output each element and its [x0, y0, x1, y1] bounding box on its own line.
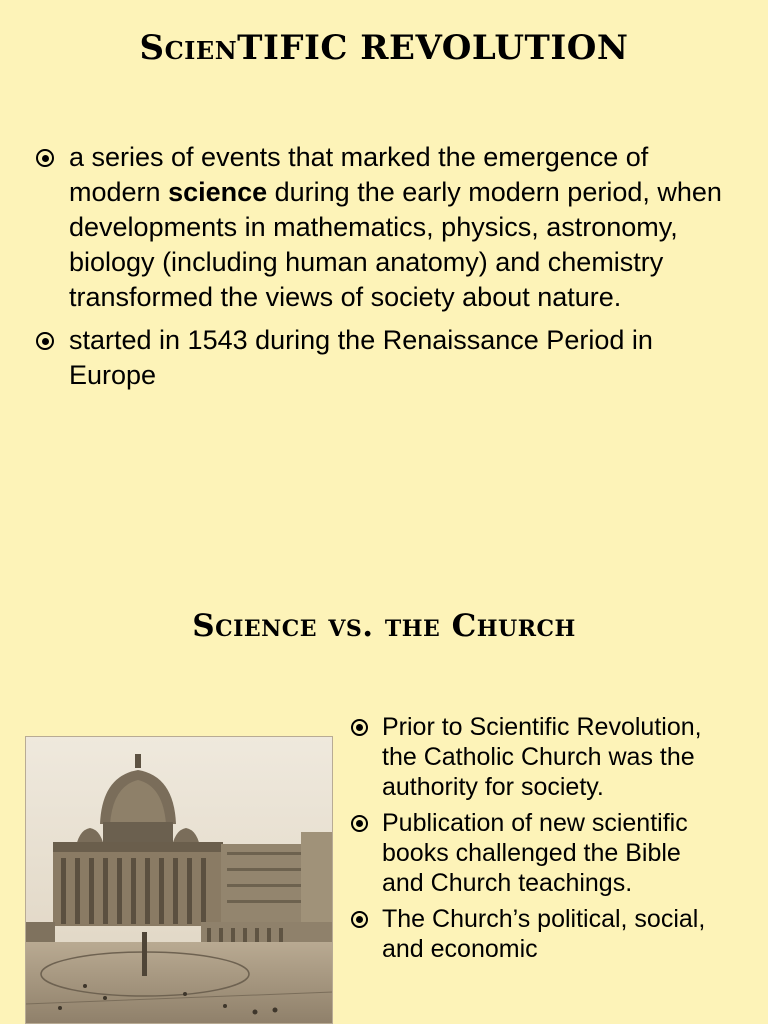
list-item: [351, 712, 721, 802]
radio-bullet-icon: [351, 719, 368, 736]
radio-bullet-icon: [36, 149, 54, 167]
radio-bullet-icon: [351, 815, 368, 832]
slide-title: ScienTIFIC REVOLUTION: [139, 28, 629, 68]
list-item: [351, 904, 721, 964]
bullet-list: [351, 712, 721, 970]
slide-title: Science vs. the Church: [192, 608, 576, 644]
list-item: [36, 323, 736, 393]
bullet-text-end: during the early modern period, when developments in mathematics, physics, astronomy, biology (including human anatomy) and chemistry transformed the views of society about nature.: [69, 177, 722, 312]
bullet-text: Publication of new scientific books challenged the Bible and Church teachings.: [382, 809, 688, 897]
bullet-list: [36, 140, 736, 401]
radio-bullet-icon: [351, 911, 368, 928]
radio-bullet-icon: [36, 332, 54, 350]
bullet-text: Prior to Scientific Revolution, the Catholic Church was the authority for society.: [382, 713, 702, 801]
st-peters-basilica-photo: [25, 736, 333, 1024]
bullet-text: started in 1543 during the Renaissance Period in Europe: [69, 325, 653, 390]
list-item: [36, 140, 736, 315]
bullet-text-start: a series of events that marked the emergence of modern: [69, 142, 649, 207]
slide-science-vs-church: [0, 560, 768, 1024]
bullet-text: The Church’s political, social, and economic: [382, 905, 706, 963]
bold-term: science: [168, 177, 268, 207]
list-item: [351, 808, 721, 898]
